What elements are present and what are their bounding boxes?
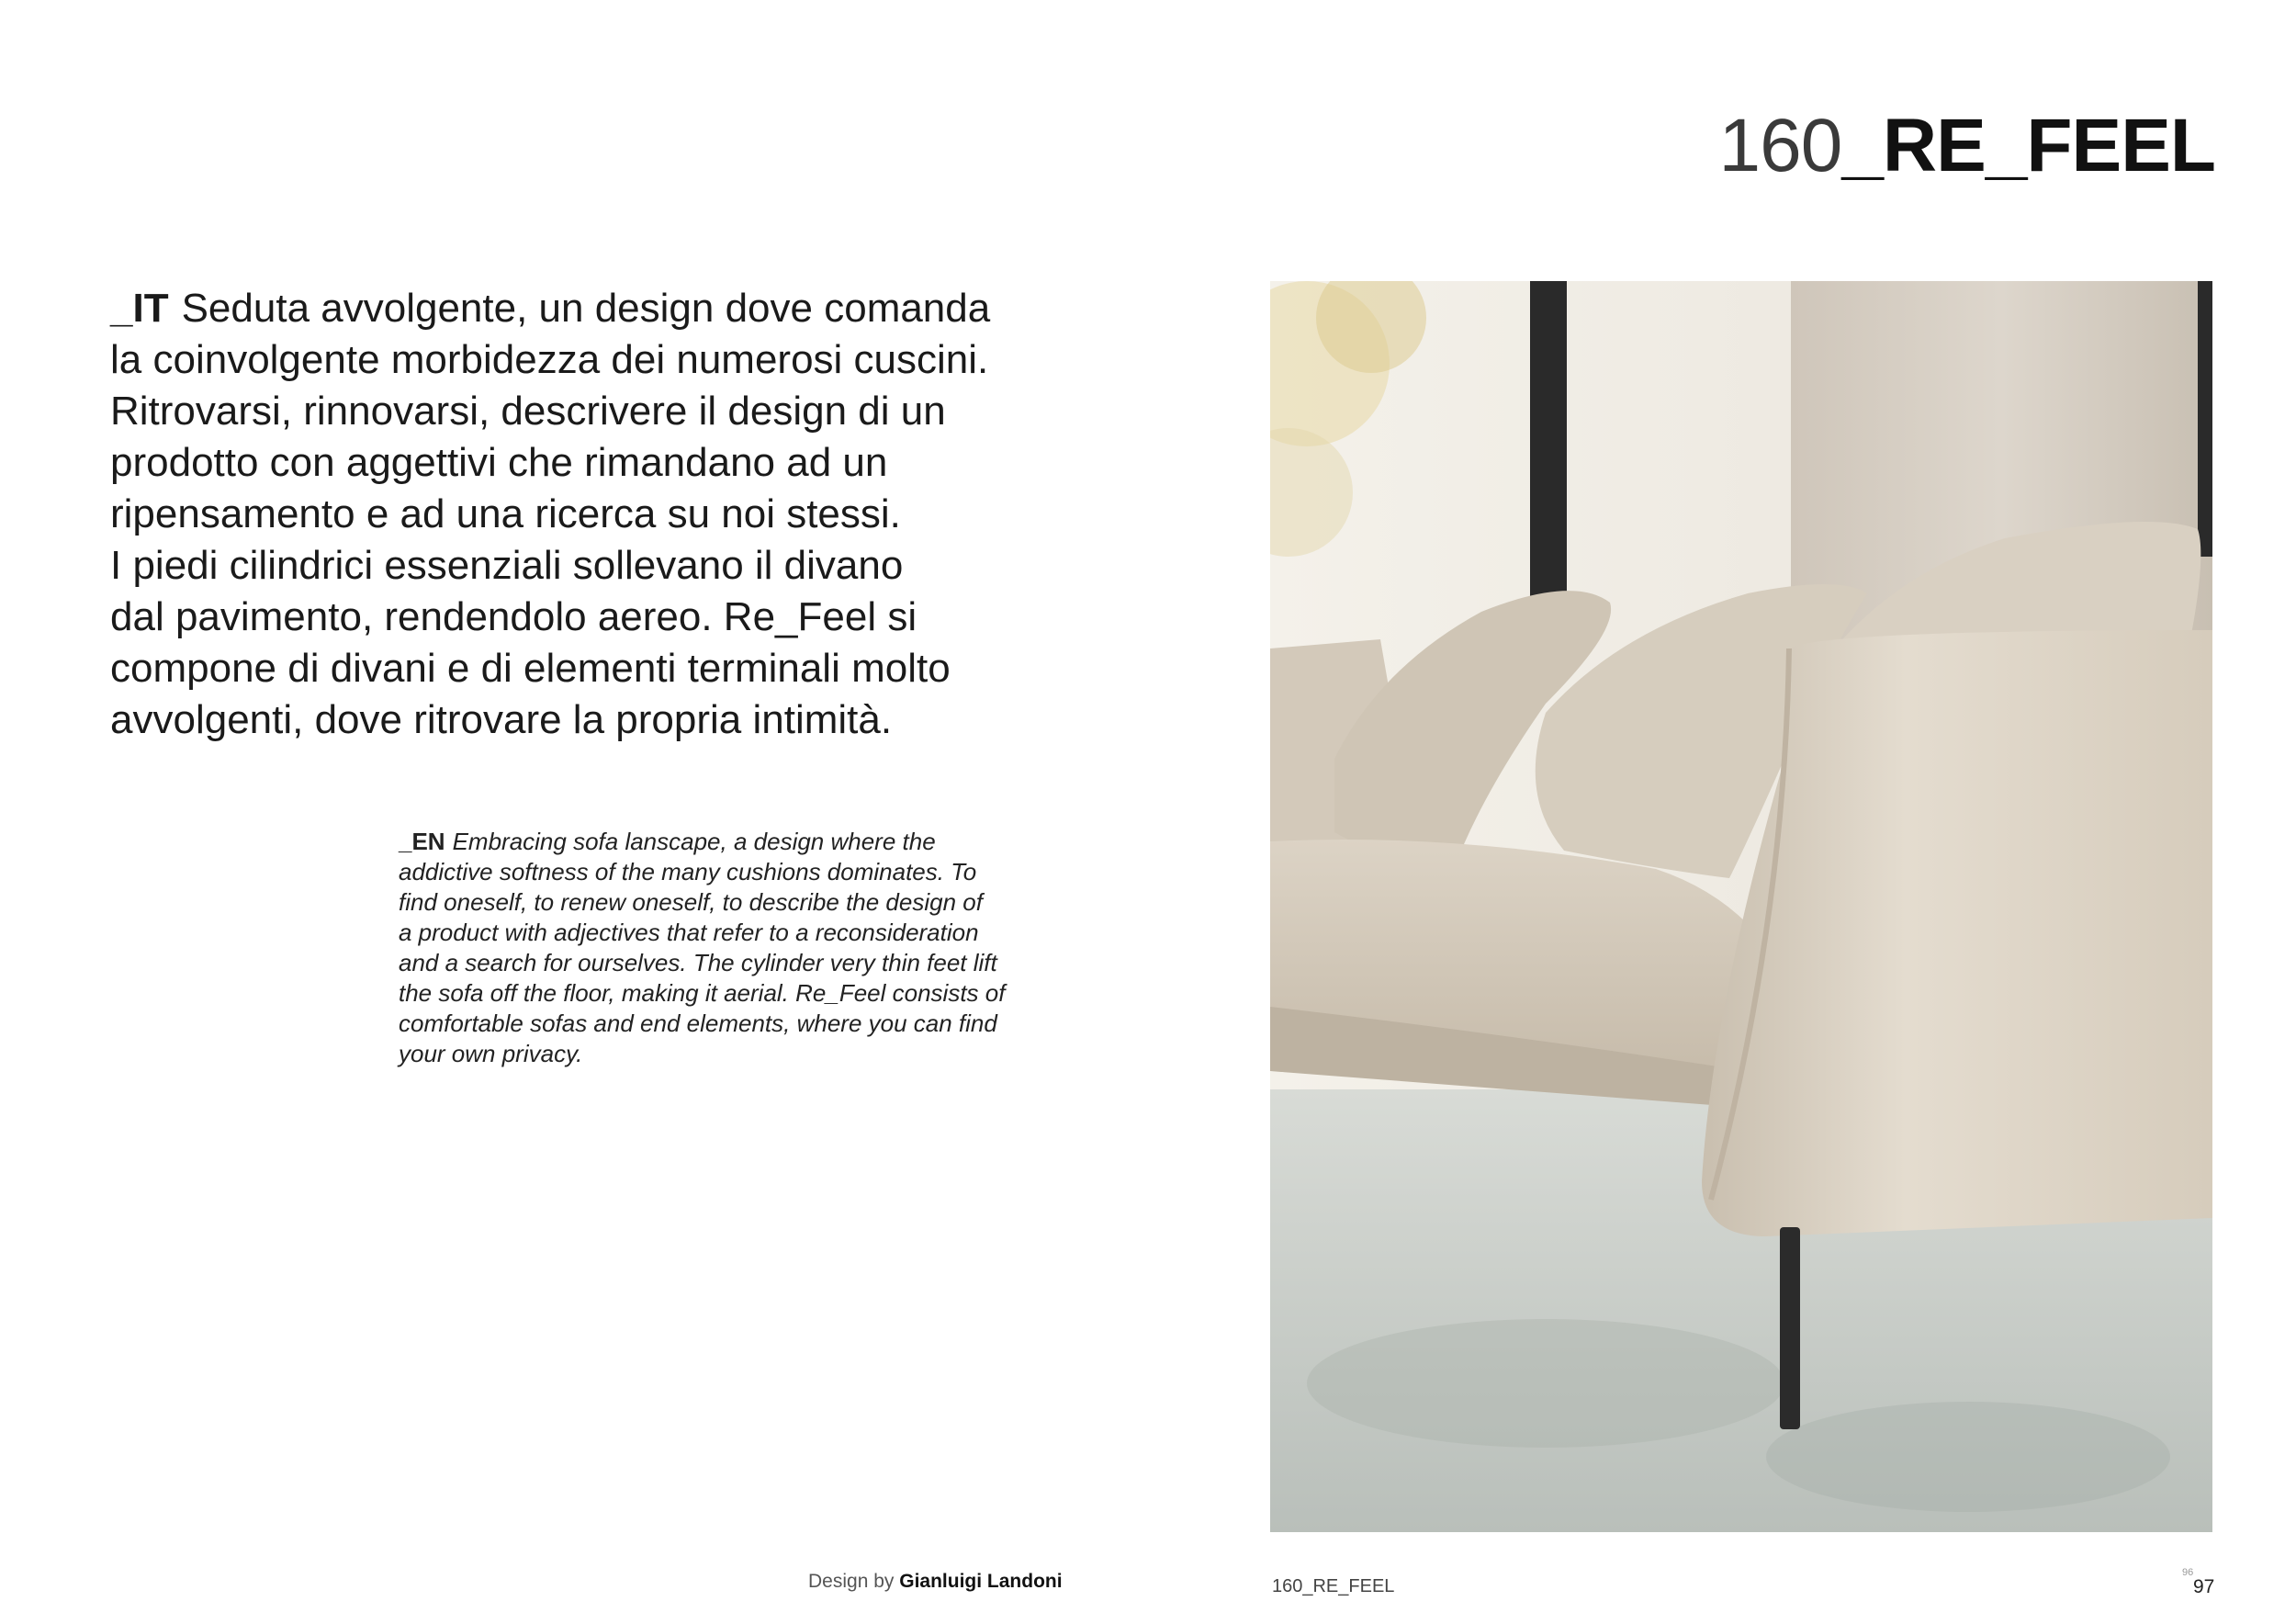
it-line: compone di divani e di elementi terminali molto — [110, 646, 951, 691]
en-line: find oneself, to renew oneself, to describe the design of — [399, 888, 983, 916]
designer-name: Gianluigi Landoni — [899, 1571, 1063, 1592]
en-line: comfortable sofas and end elements, where you can find — [399, 1009, 997, 1037]
en-line: and a search for ourselves. The cylinder very thin feet lift — [399, 949, 997, 976]
it-line: avvolgenti, dove ritrovare la propria intimità. — [110, 697, 893, 742]
rug-texture — [1766, 1402, 2170, 1512]
window-frame-right — [2198, 281, 2212, 557]
it-line: _IT Seduta avvolgente, un design dove comanda — [110, 286, 991, 331]
en-line: your own privacy. — [399, 1040, 583, 1067]
rug-texture — [1307, 1319, 1784, 1448]
it-line: Ritrovarsi, rinnovarsi, descrivere il design di un — [110, 389, 946, 434]
it-line: I piedi cilindrici essenziali sollevano il divano — [110, 543, 904, 588]
en-line: the sofa off the floor, making it aerial. Re_Feel consists of — [399, 979, 1006, 1007]
it-line: ripensamento e ad una ricerca su noi stessi. — [110, 491, 901, 536]
it-line: dal pavimento, rendendolo aereo. Re_Feel si — [110, 594, 917, 639]
it-line: prodotto con aggettivi che rimandano ad un — [110, 440, 888, 485]
design-credit — [808, 1571, 1063, 1593]
title-name: _RE_FEEL — [1841, 104, 2215, 187]
en-line: addictive softness of the many cushions dominates. To — [399, 858, 977, 885]
footer-product: 160_RE_FEEL — [1272, 1576, 1395, 1596]
sofa-photo — [1270, 281, 2212, 1532]
english-description — [399, 827, 1032, 1069]
italian-description — [110, 283, 1102, 746]
page-number: 97 — [2193, 1576, 2215, 1597]
it-line: la coinvolgente morbidezza dei numerosi cuscini. — [110, 337, 989, 382]
page-title — [1718, 104, 2215, 187]
en-line: a product with adjectives that refer to a reconsideration — [399, 919, 979, 946]
en-line: _EN Embracing sofa lanscape, a design where the — [399, 828, 936, 855]
credit-prefix: Design by — [808, 1571, 895, 1592]
lang-tag-en: _EN — [399, 828, 445, 855]
page-number-small: 96 — [2182, 1567, 2194, 1578]
lang-tag-it: _IT — [110, 286, 169, 331]
sofa-leg — [1780, 1227, 1800, 1429]
title-number: 160 — [1718, 104, 1842, 187]
